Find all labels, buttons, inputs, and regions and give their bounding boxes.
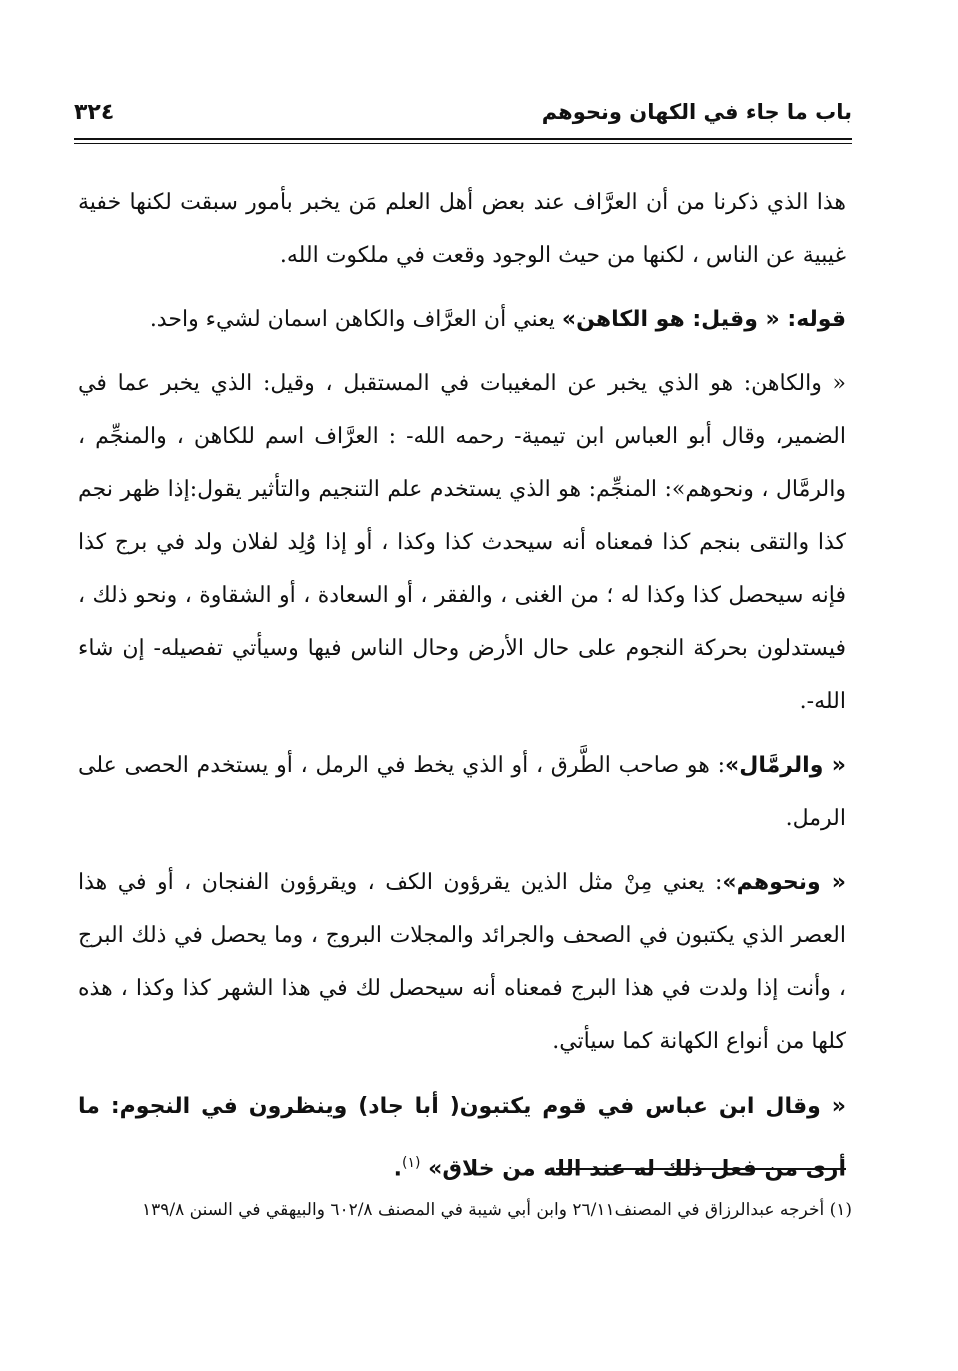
paragraph xyxy=(78,739,846,845)
footnote-text: (١) أخرجه عبدالرزاق في المصنف٢٦/١١ وابن أبي شيبة في المصنف ٦٠٢/٨ والبيهقي في السنن ١٣٩/٨ xyxy=(142,1200,852,1220)
paragraph xyxy=(78,293,846,346)
paragraph xyxy=(78,856,846,1068)
paragraph-text: : يعني مِنْ مثل الذين يقرؤون الكف ، ويقرؤون الفنجان ، أو في هذا العصر الذي يكتبون في الصحف والجرائد والمجلات البروج ، وما يحصل في ذلك البرج ، وأنت إذا ولدت في هذا البرج فمعناه أنه سيحصل لك في هذا الشهر كذا وكذا ، هذه كلها من أنواع الكهانة كما سيأتي. xyxy=(78,870,846,1054)
running-title: باب ما جاء في الكهان ونحوهم xyxy=(541,100,852,124)
footnote-marker: (١) xyxy=(401,1155,421,1171)
paragraph-lead: « ونحوهم» xyxy=(722,870,846,895)
page-number: ٣٢٤ xyxy=(74,99,115,125)
paragraph-text: هذا الذي ذكرنا من أن العرَّاف عند بعض أهل العلم مَن يخبر بأمور سبقت لكنها خفية غيبية عن الناس ، لكنها من حيث الوجود وقعت في ملكوت الله. xyxy=(78,190,846,268)
quoted-text xyxy=(78,1079,846,1197)
paragraph-text: : هو صاحب الطَّرق ، أو الذي يخط في الرمل ، أو يستخدم الحصى على الرمل. xyxy=(78,753,846,831)
paragraph-text: « والكاهن: هو الذي يخبر عن المغيبات في المستقبل ، وقيل: الذي يخبر عما في الضمير، وقال أبو العباس ابن تيمية- رحمه الله- : العرَّاف اسم للكاهن ، والمنجِّم ، والرمَّال ، ونحوهم»: المنجِّم: هو الذي يستخدم علم التنجيم والتأثير يقول:إذا ظهر نجم كذا والتقى بنجم كذا فمعناه أنه سيحدث كذا وكذا ، أو إذا وُلِد لفلان ولد في برج كذا فإنه سيحصل كذا وكذا له ؛ من الغنى ، والفقر ، أو السعادة ، أو الشقاوة ، ونحو ذلك ، فيستدلون بحركة النجوم على حال الأرض وحال الناس فيها وسيأتي تفصيله- إن شاء الله-. xyxy=(78,371,846,714)
footnote-rule xyxy=(556,1168,846,1170)
header-rule xyxy=(74,138,852,144)
quote-end: . xyxy=(393,1156,402,1182)
page-header xyxy=(74,92,852,132)
paragraph-lead: « والرمَّال» xyxy=(725,753,847,778)
quote-text: « وقال ابن عباس في قوم يكتبون( أبا جاد) وينظرون في النجوم: ما أرى من فعل ذلك له عند الله من خلاق» xyxy=(78,1094,846,1182)
paragraph xyxy=(78,176,846,282)
paragraph-text: يعني أن العرَّاف والكاهن اسمان لشيء واحد. xyxy=(149,307,562,332)
main-text xyxy=(78,176,846,1208)
footnote xyxy=(78,1192,852,1228)
paragraph-lead: قوله: « وقيل: هو الكاهن» xyxy=(561,307,846,332)
paragraph xyxy=(78,357,846,728)
